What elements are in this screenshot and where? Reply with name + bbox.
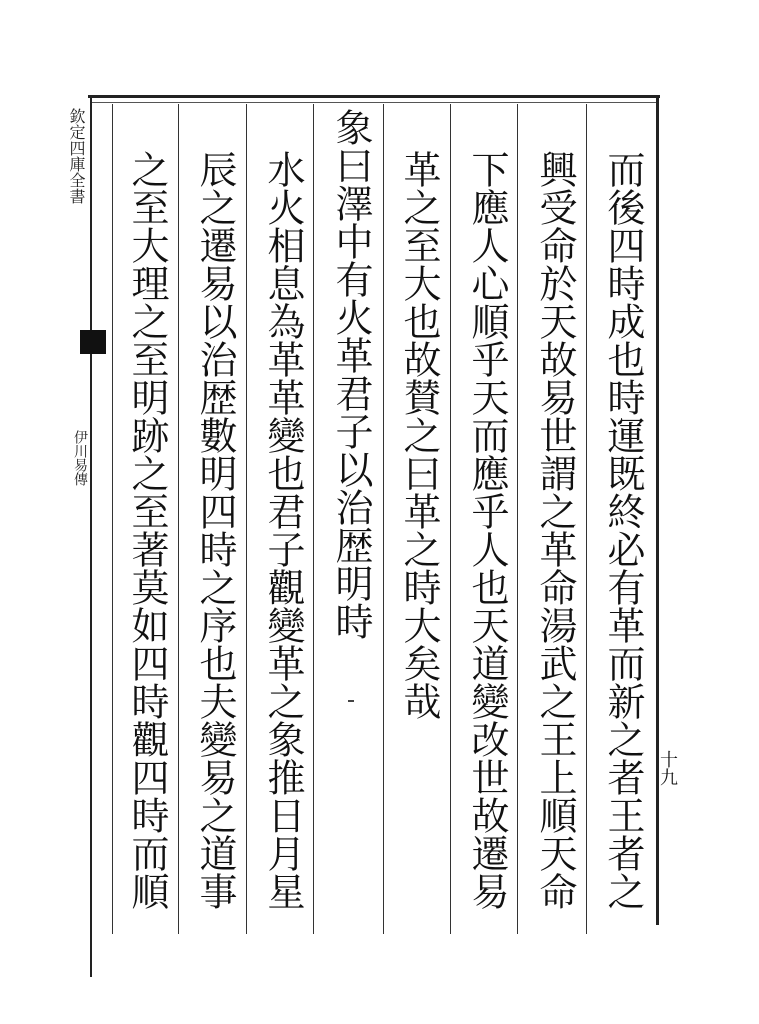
column-rule bbox=[313, 104, 314, 934]
text-column-1: 而後四時成也時運既終必有革而新之者王者之 bbox=[601, 150, 645, 910]
fishtail-mark bbox=[80, 330, 106, 354]
margin-book-title: 欽定四庫全書 bbox=[67, 108, 86, 204]
column-rule bbox=[586, 104, 587, 934]
column-rule bbox=[178, 104, 179, 934]
column-rule bbox=[517, 104, 518, 934]
text-column-3: 下應人心順乎天而應乎人也天道變改世故遷易 bbox=[465, 150, 509, 910]
text-column-2: 興受命於天故易世謂之革命湯武之王上順天命 bbox=[533, 150, 577, 910]
folio-number: 十九 bbox=[657, 750, 678, 786]
margin-section-title: 伊川易傳 bbox=[72, 430, 88, 486]
column-rule bbox=[450, 104, 451, 934]
text-column-4: 革之至大也故賛之曰革之時大矣哉 bbox=[397, 150, 441, 720]
column-rule bbox=[246, 104, 247, 934]
text-column-8: 之至大理之至明跡之至著莫如四時觀四時而順 bbox=[125, 150, 169, 910]
column-rule bbox=[112, 104, 113, 934]
text-column-7: 辰之遷易以治歴數明四時之序也夫變易之道事 bbox=[193, 150, 237, 910]
column-rule bbox=[383, 104, 384, 934]
text-column-6: 水火相息為革革變也君子觀變革之象推日月星 bbox=[261, 150, 305, 910]
text-column-5: 象曰澤中有火革君子以治歴明時 bbox=[329, 108, 373, 640]
punctuation-mark bbox=[348, 700, 354, 702]
right-border bbox=[656, 95, 659, 925]
